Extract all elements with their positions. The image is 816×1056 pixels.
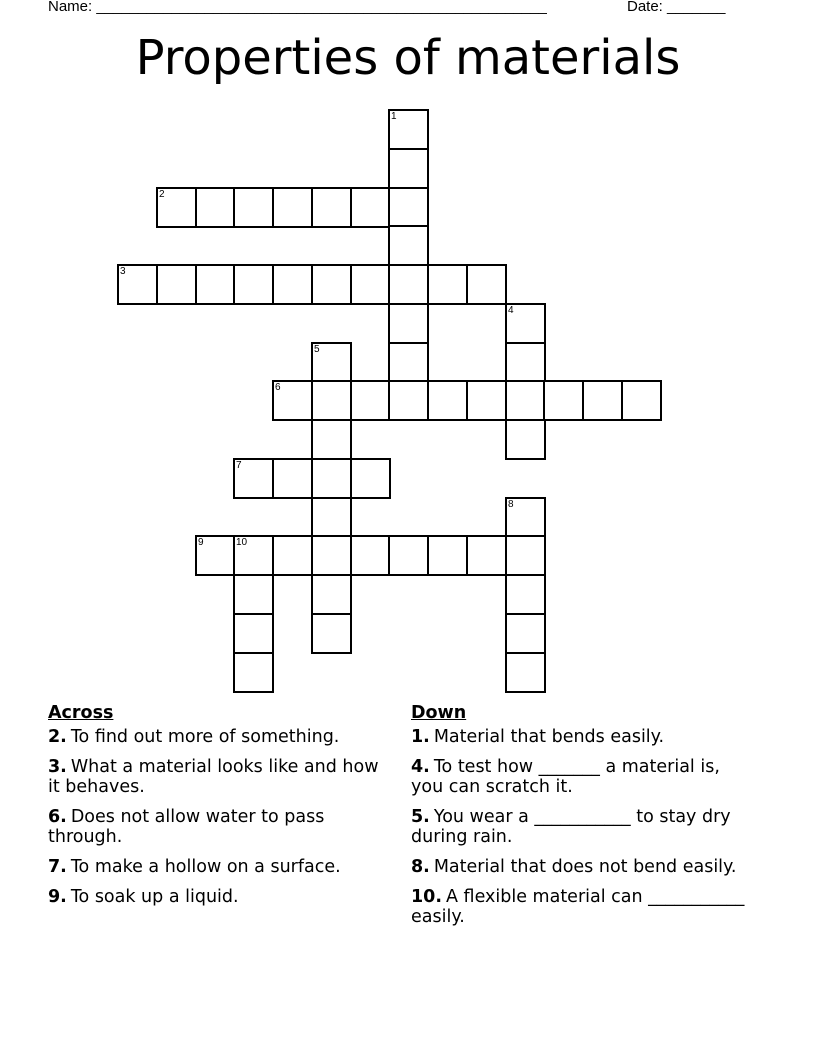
grid-cell[interactable] (388, 225, 429, 266)
grid-cell[interactable] (388, 264, 429, 305)
clue-number-label: 3 (120, 266, 126, 277)
grid-cell[interactable] (272, 187, 313, 228)
grid-cell[interactable] (272, 380, 313, 421)
grid-cell[interactable] (311, 574, 352, 615)
grid-cell[interactable] (233, 458, 274, 499)
grid-cell[interactable] (156, 187, 197, 228)
clue-across-6 (48, 807, 383, 847)
clue-text: You wear a ___________ to stay dry during rain. (411, 807, 731, 847)
grid-cell[interactable] (272, 264, 313, 305)
clue-number: 7. (48, 857, 67, 877)
grid-cell[interactable] (311, 264, 352, 305)
grid-cell[interactable] (388, 109, 429, 150)
grid-cell[interactable] (388, 148, 429, 189)
clue-number: 10. (411, 887, 443, 907)
grid-cell[interactable] (311, 342, 352, 383)
grid-cell[interactable] (505, 419, 546, 460)
grid-cell[interactable] (195, 264, 236, 305)
clue-text: What a material looks like and how it behaves. (48, 757, 379, 797)
grid-cell[interactable] (505, 535, 546, 576)
clue-number-label: 8 (508, 499, 514, 510)
grid-cell[interactable] (350, 380, 391, 421)
grid-cell[interactable] (466, 380, 507, 421)
down-heading: Down (411, 703, 467, 723)
clue-text: Material that does not bend easily. (433, 857, 737, 877)
grid-cell[interactable] (233, 264, 274, 305)
clue-down-8 (411, 857, 746, 877)
grid-cell[interactable] (233, 613, 274, 654)
grid-cell[interactable] (311, 419, 352, 460)
grid-cell[interactable] (466, 535, 507, 576)
grid-cell[interactable] (350, 458, 391, 499)
clue-down-5 (411, 807, 746, 847)
page-title: Properties of materials (135, 30, 681, 86)
grid-cell[interactable] (466, 264, 507, 305)
grid-cell[interactable] (427, 264, 468, 305)
grid-cell[interactable] (311, 497, 352, 538)
clue-number-label: 9 (198, 537, 204, 548)
grid-cell[interactable] (195, 187, 236, 228)
clue-down-10 (411, 887, 746, 927)
grid-cell[interactable] (505, 652, 546, 693)
clue-across-7 (48, 857, 383, 877)
grid-cell[interactable] (505, 342, 546, 383)
clue-number: 2. (48, 727, 67, 747)
grid-cell[interactable] (350, 187, 391, 228)
clue-number-label: 5 (314, 344, 320, 355)
grid-cell[interactable] (233, 187, 274, 228)
clue-down-1 (411, 727, 746, 747)
grid-cell[interactable] (505, 574, 546, 615)
clue-number-label: 1 (391, 111, 397, 122)
clue-number-label: 10 (236, 537, 248, 548)
grid-cell[interactable] (505, 613, 546, 654)
grid-cell[interactable] (350, 535, 391, 576)
grid-cell[interactable] (156, 264, 197, 305)
clue-number-label: 2 (159, 189, 165, 200)
grid-cell[interactable] (195, 535, 236, 576)
clue-number: 9. (48, 887, 67, 907)
name-field[interactable]: Name: ______________________________________________________ (48, 0, 547, 15)
grid-cell[interactable] (311, 458, 352, 499)
grid-cell[interactable] (272, 458, 313, 499)
clue-number-label: 6 (275, 382, 281, 393)
grid-cell[interactable] (233, 652, 274, 693)
grid-cell[interactable] (311, 187, 352, 228)
clue-text: To soak up a liquid. (70, 887, 239, 907)
grid-cell[interactable] (388, 535, 429, 576)
clue-text: Material that bends easily. (433, 727, 665, 747)
clue-across-3 (48, 757, 383, 797)
across-heading: Across (48, 703, 114, 723)
grid-cell[interactable] (311, 613, 352, 654)
clue-text: To make a hollow on a surface. (70, 857, 341, 877)
clue-text: To find out more of something. (70, 727, 340, 747)
clue-number: 5. (411, 807, 430, 827)
grid-cell[interactable] (233, 574, 274, 615)
grid-cell[interactable] (427, 380, 468, 421)
grid-cell[interactable] (621, 380, 662, 421)
clue-number: 6. (48, 807, 67, 827)
clue-number: 4. (411, 757, 430, 777)
grid-cell[interactable] (582, 380, 623, 421)
clue-number-label: 7 (236, 460, 242, 471)
grid-cell[interactable] (350, 264, 391, 305)
grid-cell[interactable] (311, 535, 352, 576)
grid-cell[interactable] (388, 187, 429, 228)
grid-cell[interactable] (388, 303, 429, 344)
grid-cell[interactable] (233, 535, 274, 576)
date-field[interactable]: Date: _______ (627, 0, 726, 15)
clue-across-9 (48, 887, 383, 907)
clue-number: 3. (48, 757, 67, 777)
clue-down-4 (411, 757, 746, 797)
grid-cell[interactable] (388, 380, 429, 421)
grid-cell[interactable] (427, 535, 468, 576)
clue-number-label: 4 (508, 305, 514, 316)
grid-cell[interactable] (272, 535, 313, 576)
grid-cell[interactable] (505, 380, 546, 421)
clue-text: To test how _______ a material is, you can scratch it. (411, 757, 720, 797)
grid-cell[interactable] (505, 303, 546, 344)
clue-number: 8. (411, 857, 430, 877)
clue-text: Does not allow water to pass through. (48, 807, 325, 847)
down-clues (411, 701, 746, 937)
grid-cell[interactable] (311, 380, 352, 421)
clue-text: A flexible material can ___________ easily. (411, 887, 745, 927)
grid-cell[interactable] (388, 342, 429, 383)
clue-across-2 (48, 727, 383, 747)
clue-number: 1. (411, 727, 430, 747)
grid-cell[interactable] (505, 497, 546, 538)
grid-cell[interactable] (117, 264, 158, 305)
across-clues (48, 701, 383, 917)
grid-cell[interactable] (543, 380, 584, 421)
